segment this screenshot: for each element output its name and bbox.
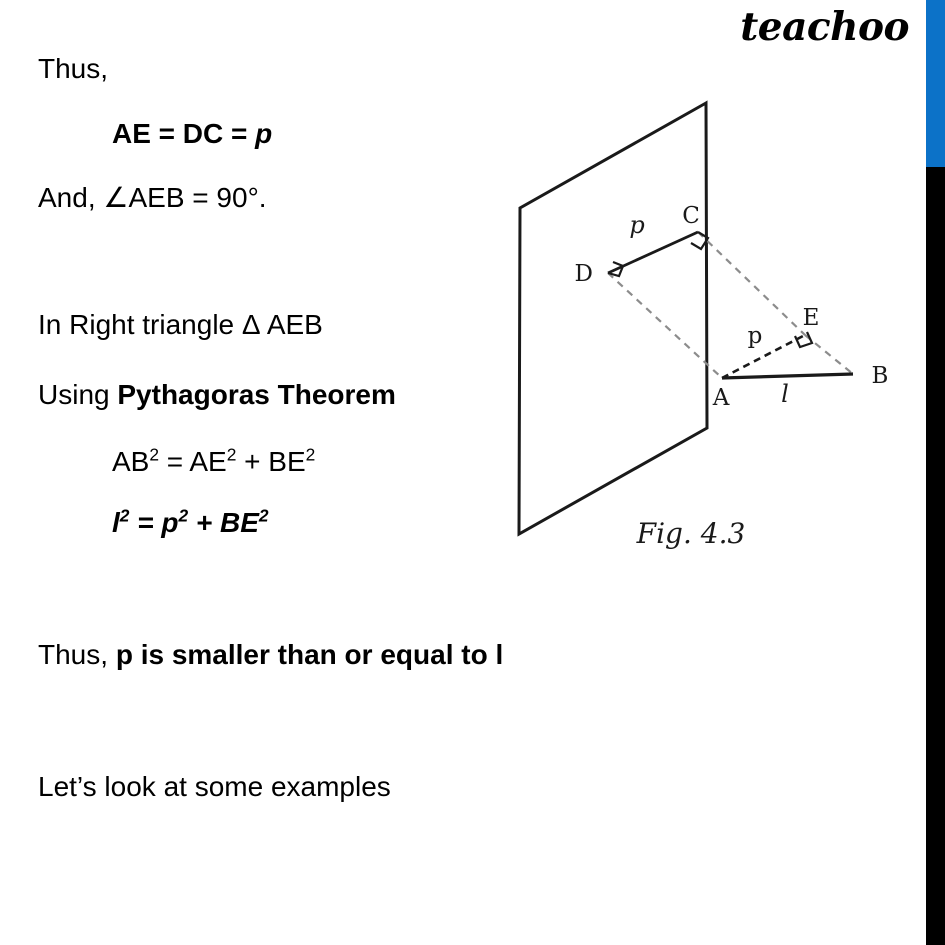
text-angle-aeb	[38, 183, 267, 214]
label-segment-ae: p	[747, 323, 763, 349]
f2-exp-3: 2	[258, 505, 269, 526]
text-conclusion	[38, 640, 503, 671]
label-segment-ab: l	[781, 380, 789, 408]
label-segment-dc: p	[629, 211, 645, 239]
ae-dc-prefix: AE = DC =	[112, 118, 256, 149]
figure-4-3	[495, 85, 925, 565]
segment-ce-dashed	[698, 232, 805, 335]
formula-ab-squared	[112, 444, 316, 478]
label-point-c: C	[682, 203, 700, 229]
edge-accent-bar-black	[926, 167, 945, 945]
f1-equals-ae: = AE	[159, 446, 227, 477]
label-point-b: B	[871, 363, 889, 389]
text-using-pythagoras	[38, 380, 396, 411]
formula-l-squared	[112, 505, 269, 539]
text-examples-intro	[38, 772, 391, 803]
teachoo-logo: teachoo	[740, 4, 909, 50]
edge-accent-bar-blue	[926, 0, 945, 167]
conclusion-bold-part: p is smaller than or equal to l	[115, 639, 504, 670]
ae-dc-variable: p	[255, 118, 273, 149]
label-point-a: A	[712, 385, 730, 411]
label-point-d: D	[574, 261, 593, 287]
conclusion-prefix: Thus,	[38, 639, 116, 670]
label-point-e: E	[802, 305, 820, 331]
segment-ae-dashed	[722, 335, 805, 378]
plane-polygon	[519, 103, 707, 534]
thus-label: Thus,	[38, 53, 109, 84]
text-thus	[38, 54, 108, 85]
using-label: Using	[38, 379, 118, 410]
f1-ab: AB	[112, 446, 150, 477]
text-ae-equals-dc	[112, 119, 272, 150]
figure-caption: Fig. 4.3	[636, 517, 746, 550]
f2-exp-2: 2	[178, 505, 189, 526]
f1-plus-be: + BE	[236, 446, 306, 477]
segment-ab-solid	[722, 374, 853, 378]
text-in-right-triangle	[38, 310, 323, 341]
right-triangle-label: In Right triangle Δ AEB	[38, 309, 323, 340]
segment-da-dashed	[608, 273, 722, 378]
f2-l: l	[112, 507, 120, 538]
f1-exp-2: 2	[226, 444, 237, 465]
f1-exp-3: 2	[305, 444, 316, 465]
pythagoras-theorem-label: Pythagoras Theorem	[117, 379, 396, 410]
angle-aeb-label: And, ∠AEB = 90°.	[38, 182, 267, 213]
examples-label: Let’s look at some examples	[38, 771, 391, 802]
f2-exp-1: 2	[119, 505, 130, 526]
f1-exp-1: 2	[149, 444, 160, 465]
f2-plus-be: + BE	[188, 507, 259, 538]
f2-equals-p: = p	[129, 507, 179, 538]
figure-svg	[495, 85, 925, 565]
